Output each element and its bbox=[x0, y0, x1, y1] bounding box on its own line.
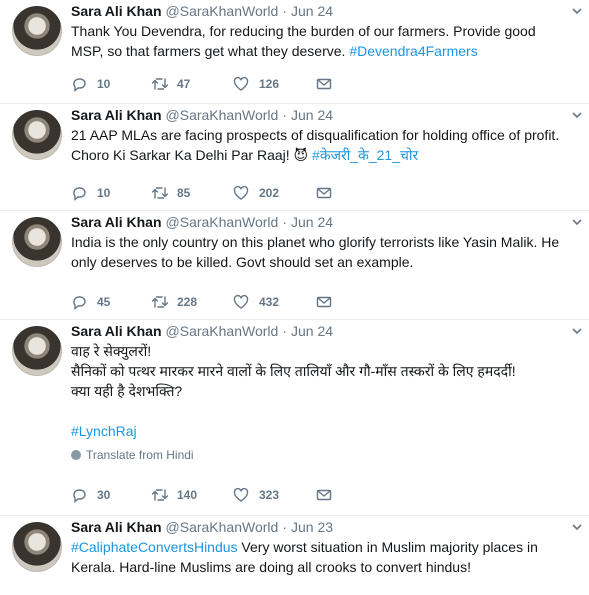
hashtag-link[interactable]: #केजरी_के_21_चोर bbox=[312, 147, 419, 163]
tweet-text-line bbox=[71, 557, 581, 577]
likes-count: 432 bbox=[259, 295, 280, 309]
tweet-date[interactable]: Jun 24 bbox=[290, 107, 334, 123]
likes-count: 126 bbox=[259, 77, 280, 91]
tweet-header bbox=[71, 517, 581, 537]
tweet-header bbox=[71, 105, 581, 125]
author-name[interactable]: Sara Ali Khan bbox=[71, 519, 162, 535]
tweet-text-line bbox=[71, 41, 581, 61]
tweet[interactable] bbox=[0, 211, 589, 320]
hashtag-link[interactable]: #LynchRaj bbox=[71, 423, 137, 439]
author-name[interactable]: Sara Ali Khan bbox=[71, 107, 162, 123]
tweet-header bbox=[71, 1, 581, 21]
tweet-text-line bbox=[71, 252, 581, 272]
tweet-body bbox=[71, 105, 581, 165]
author-handle[interactable]: @SaraKhanWorld bbox=[165, 519, 279, 535]
tweet-text bbox=[71, 232, 581, 272]
tweet-text bbox=[71, 21, 581, 61]
tweet-text bbox=[71, 537, 581, 577]
author-name[interactable]: Sara Ali Khan bbox=[71, 214, 162, 230]
author-name[interactable]: Sara Ali Khan bbox=[71, 3, 162, 19]
tweet-date[interactable]: Jun 23 bbox=[290, 519, 334, 535]
separator-dot: · bbox=[282, 107, 287, 123]
tweet-body bbox=[71, 517, 581, 577]
author-handle[interactable]: @SaraKhanWorld bbox=[165, 323, 279, 339]
tweet-text-segment: Very worst situation in Muslim majority places in bbox=[237, 539, 538, 555]
author-handle[interactable]: @SaraKhanWorld bbox=[165, 107, 279, 123]
tweet-text-line bbox=[71, 401, 581, 421]
tweet-header bbox=[71, 321, 581, 341]
hashtag-link[interactable]: #CaliphateConvertsHindus bbox=[71, 539, 238, 555]
tweet-body bbox=[71, 1, 581, 61]
avatar[interactable] bbox=[12, 6, 62, 56]
tweet[interactable] bbox=[0, 516, 589, 595]
tweet-text-segment: Thank You Devendra, for reducing the burden of our farmers. Provide good bbox=[71, 23, 536, 39]
tweet-header bbox=[71, 212, 581, 232]
tweet-actions bbox=[71, 183, 351, 203]
tweet-text-segment: 21 AAP MLAs are facing prospects of disqualification for holding office of profit. bbox=[71, 127, 560, 143]
tweet-actions bbox=[71, 485, 351, 505]
globe-icon bbox=[71, 450, 81, 460]
tweet-text-segment: only deserves to be killed. Govt should set an example. bbox=[71, 254, 414, 270]
separator-dot: · bbox=[282, 3, 287, 19]
avatar[interactable] bbox=[12, 217, 62, 267]
likes-count: 202 bbox=[259, 186, 280, 200]
tweet-text-segment: सैनिकों को पत्थर मारकर मारने वालों के लिए तालियाँ और गौ-माँस तस्करों के लिए हमदर्दी! bbox=[71, 363, 516, 379]
tweet-text-line bbox=[71, 125, 581, 145]
replies-count: 10 bbox=[97, 186, 111, 200]
tweet-text bbox=[71, 341, 581, 441]
replies-count: 45 bbox=[97, 295, 111, 309]
tweet-body bbox=[71, 321, 581, 463]
tweet-text-line bbox=[71, 381, 581, 401]
separator-dot: · bbox=[282, 214, 287, 230]
tweet-text-line bbox=[71, 232, 581, 252]
author-handle[interactable]: @SaraKhanWorld bbox=[165, 3, 279, 19]
retweets-count: 140 bbox=[177, 488, 198, 502]
translate-link[interactable] bbox=[71, 447, 581, 463]
tweet-actions bbox=[71, 74, 351, 94]
tweet-text bbox=[71, 125, 581, 165]
tweet-text-line bbox=[71, 421, 581, 441]
replies-count: 30 bbox=[97, 488, 111, 502]
replies-count: 10 bbox=[97, 77, 111, 91]
tweet-text-line bbox=[71, 341, 581, 361]
avatar[interactable] bbox=[12, 326, 62, 376]
tweet-text-segment: वाह रे सेक्युलरों! bbox=[71, 343, 152, 359]
tweet-actions bbox=[71, 292, 351, 312]
tweet[interactable] bbox=[0, 320, 589, 516]
likes-count: 323 bbox=[259, 488, 280, 502]
avatar[interactable] bbox=[12, 110, 62, 160]
tweet-text-segment: Choro Ki Sarkar Ka Delhi Par Raaj! 😈 bbox=[71, 147, 313, 163]
separator-dot: · bbox=[282, 323, 287, 339]
tweet-text-segment: क्या यही है देशभक्ति? bbox=[71, 383, 183, 399]
hashtag-link[interactable]: #Devendra4Farmers bbox=[349, 43, 478, 59]
author-handle[interactable]: @SaraKhanWorld bbox=[165, 214, 279, 230]
tweet-text-line bbox=[71, 21, 581, 41]
tweet-text-segment: Kerala. Hard-line Muslims are doing all crooks to convert hindus! bbox=[71, 559, 471, 575]
tweet-date[interactable]: Jun 24 bbox=[290, 214, 334, 230]
tweet-text-segment: MSP, so that farmers get what they deserve. bbox=[71, 43, 350, 59]
retweets-count: 47 bbox=[177, 77, 191, 91]
tweet-text-line bbox=[71, 145, 581, 165]
tweet-text-line bbox=[71, 361, 581, 381]
separator-dot: · bbox=[282, 519, 287, 535]
tweet[interactable] bbox=[0, 0, 589, 104]
tweet-body bbox=[71, 212, 581, 272]
tweet-date[interactable]: Jun 24 bbox=[290, 3, 334, 19]
author-name[interactable]: Sara Ali Khan bbox=[71, 323, 162, 339]
tweet-text-line bbox=[71, 537, 581, 557]
retweets-count: 228 bbox=[177, 295, 198, 309]
retweets-count: 85 bbox=[177, 186, 191, 200]
tweet-date[interactable]: Jun 24 bbox=[290, 323, 334, 339]
avatar[interactable] bbox=[12, 522, 62, 572]
tweet-text-segment: India is the only country on this planet who glorify terrorists like Yasin Malik. He bbox=[71, 234, 560, 250]
tweet[interactable] bbox=[0, 104, 589, 211]
translate-label: Translate from Hindi bbox=[86, 448, 194, 462]
